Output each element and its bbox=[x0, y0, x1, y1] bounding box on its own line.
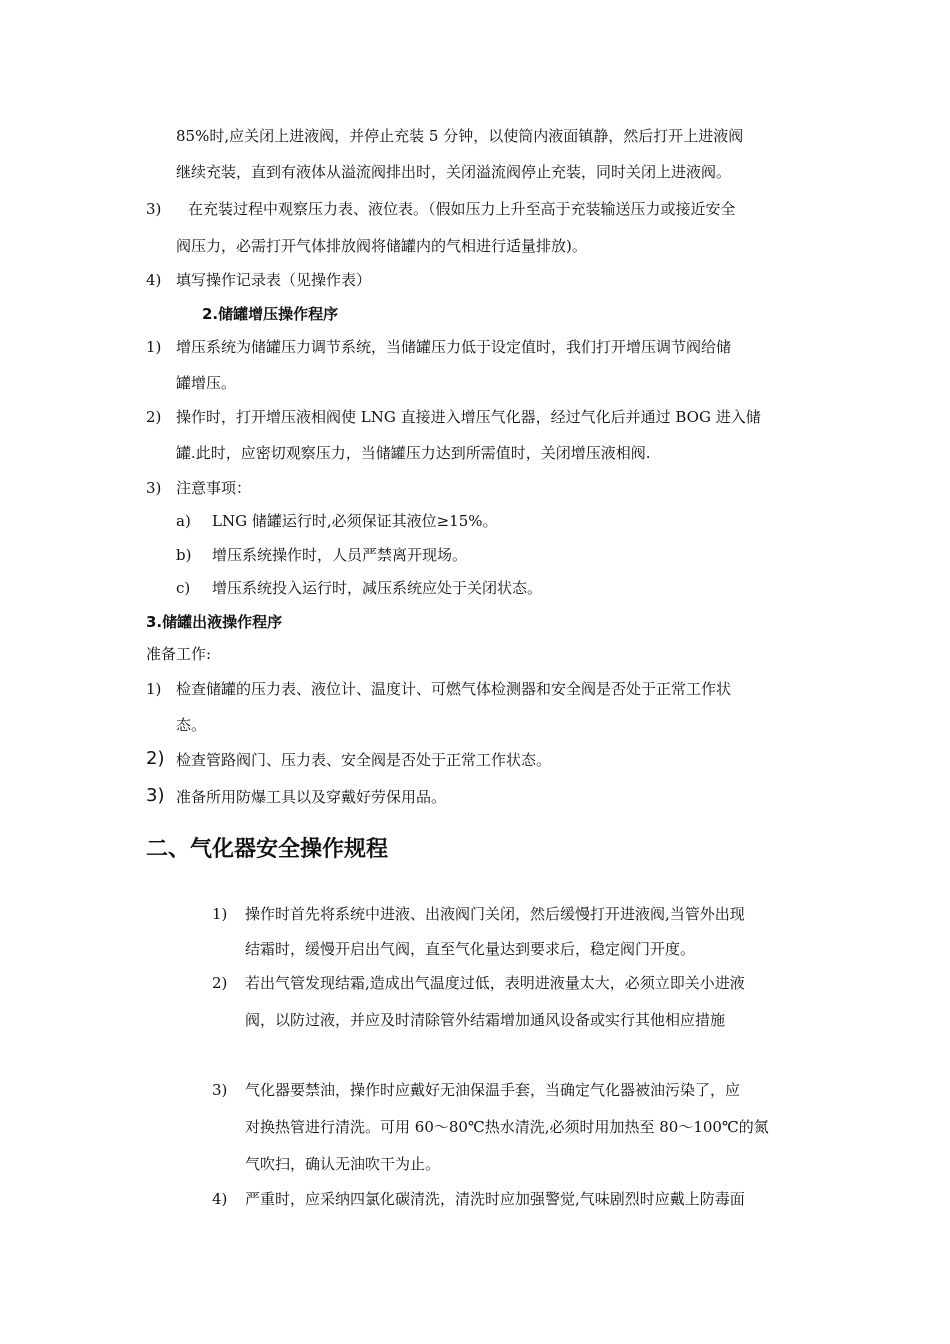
list-number: 4) bbox=[146, 271, 162, 289]
paragraph-line: 85%时,应关闭上进液阀，并停止充装 5 分钟，以使筒内液面镇静，然后打开上进液阀 bbox=[176, 127, 744, 145]
section-title: 2.储罐增压操作程序 bbox=[202, 305, 339, 323]
list-item-line: 检查储罐的压力表、液位计、温度计、可燃气体检测器和安全阀是否处于正常工作状 bbox=[176, 680, 732, 698]
list-number: 3) bbox=[212, 1081, 228, 1099]
list-item-line: 气化器要禁油，操作时应戴好无油保温手套，当确定气化器被油污染了，应 bbox=[245, 1081, 741, 1099]
list-item-line: 填写操作记录表（见操作表） bbox=[176, 271, 372, 289]
list-number: 3) bbox=[146, 479, 162, 497]
list-item-line: 罐.此时，应密切观察压力，当储罐压力达到所需值时，关闭增压液相阀. bbox=[176, 444, 651, 462]
list-item-line: 若出气管发现结霜,造成出气温度过低，表明进液量太大，必须立即关小进液 bbox=[245, 974, 745, 992]
list-item-line: 态。 bbox=[176, 716, 207, 734]
list-item-line: 准备所用防爆工具以及穿戴好劳保用品。 bbox=[176, 788, 447, 806]
note-letter: a) bbox=[176, 512, 191, 530]
list-number: 4) bbox=[212, 1190, 228, 1208]
list-item-line: 阀压力，必需打开气体排放阀将储罐内的气相进行适量排放)。 bbox=[176, 237, 587, 255]
list-number: 1) bbox=[146, 680, 162, 698]
list-item-line: 对换热管进行清洗。可用 60～80℃热水清洗,必须时用加热至 80～100℃的氮 bbox=[245, 1118, 769, 1136]
list-item-line: 气吹扫，确认无油吹干为止。 bbox=[245, 1155, 441, 1173]
list-number: 1) bbox=[146, 338, 162, 356]
list-item-line: 操作时首先将系统中进液、出液阀门关闭，然后缓慢打开进液阀,当管外出现 bbox=[245, 905, 745, 923]
note-text: 增压系统操作时，人员严禁离开现场。 bbox=[212, 546, 468, 564]
note-letter: c) bbox=[176, 579, 191, 597]
list-number: 2) bbox=[146, 748, 165, 769]
list-item-line: 阀，以防过液，并应及时清除管外结霜增加通风设备或实行其他相应措施 bbox=[245, 1011, 726, 1029]
list-item-line: 注意事项： bbox=[176, 479, 252, 497]
list-number: 3) bbox=[146, 200, 162, 218]
list-number: 2) bbox=[146, 408, 162, 426]
note-letter: b) bbox=[176, 546, 192, 564]
chapter-heading: 二、气化器安全操作规程 bbox=[146, 837, 389, 862]
list-number: 2) bbox=[212, 974, 228, 992]
list-item-line: 罐增压。 bbox=[176, 374, 237, 392]
list-item-line: 结霜时，缓慢开启出气阀，直至气化量达到要求后，稳定阀门开度。 bbox=[245, 940, 696, 958]
list-item-line: 检查管路阀门、压力表、安全阀是否处于正常工作状态。 bbox=[176, 751, 552, 769]
paragraph-line: 继续充装，直到有液体从溢流阀排出时，关闭溢流阀停止充装，同时关闭上进液阀。 bbox=[176, 163, 732, 181]
list-number: 3) bbox=[146, 785, 165, 806]
note-text: LNG 储罐运行时,必须保证其液位≥15%。 bbox=[212, 512, 498, 530]
list-item-line: 增压系统为储罐压力调节系统，当储罐压力低于设定值时，我们打开增压调节阀给储 bbox=[176, 338, 732, 356]
note-text: 增压系统投入运行时，减压系统应处于关闭状态。 bbox=[212, 579, 543, 597]
list-item-line: 在充装过程中观察压力表、液位表。（假如压力上升至高于充装输送压力或接近安全 bbox=[188, 200, 736, 218]
list-item-line: 操作时，打开增压液相阀使 LNG 直接进入增压气化器，经过气化后并通过 BOG 进入储 bbox=[176, 408, 761, 426]
prep-label: 准备工作: bbox=[146, 645, 212, 663]
list-number: 1) bbox=[212, 905, 228, 923]
list-item-line: 严重时，应采纳四氯化碳清洗，清洗时应加强警觉,气味剧烈时应戴上防毒面 bbox=[245, 1190, 745, 1208]
section-title: 3.储罐出液操作程序 bbox=[146, 613, 283, 631]
